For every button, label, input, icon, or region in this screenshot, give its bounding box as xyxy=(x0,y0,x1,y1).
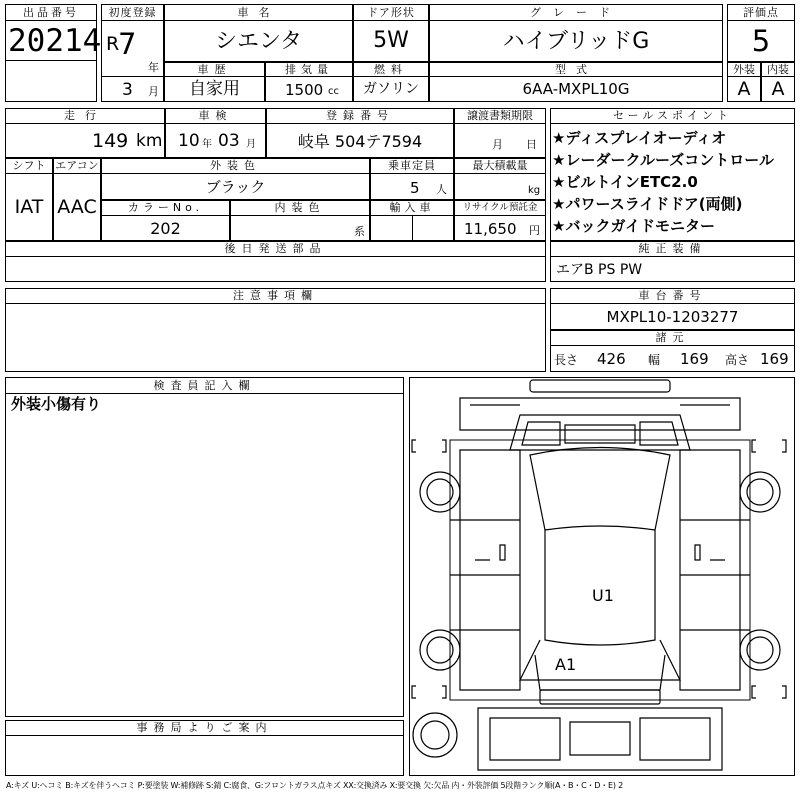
sales-point-item: ★レーダークルーズコントロール xyxy=(552,151,774,169)
length-value: 426 xyxy=(597,350,626,368)
sales-point-item: ★パワースライドドア(両側) xyxy=(552,195,743,213)
displacement-value: 1500 xyxy=(285,81,324,99)
exterior-grade-value: A xyxy=(737,78,751,100)
sales-point-item: ★ディスプレイオーディオ xyxy=(552,129,727,147)
max-load-label: 最大積載量 xyxy=(472,159,528,172)
history-label: 車歴 xyxy=(197,63,232,76)
specs-label: 諸元 xyxy=(655,331,690,344)
color-no-value: 202 xyxy=(150,219,181,238)
door-type-label: ドア形状 xyxy=(367,6,415,19)
std-equipment-label: 純正装備 xyxy=(638,242,707,255)
import-label: 輸入車 xyxy=(389,201,435,214)
yen-unit: 円 xyxy=(529,224,540,237)
recycle-label: リサイクル預託金 xyxy=(462,202,538,213)
notes-label: 注意事項欄 xyxy=(233,289,318,302)
model-code-label: 型式 xyxy=(555,63,597,76)
transfer-docs-label: 譲渡書類期限 xyxy=(467,109,533,122)
sales-points-label: セールスポイント xyxy=(612,109,732,122)
reg-year-value: 7 xyxy=(118,27,137,61)
aircon-value: AAC xyxy=(57,196,97,218)
length-label: 長さ xyxy=(554,353,579,367)
shaken-month-value: 03 xyxy=(218,131,240,151)
aircon-label: エアコン xyxy=(55,159,99,172)
era-value: R xyxy=(106,33,120,55)
lot-no-value: 20214 xyxy=(8,23,102,59)
reg-month-value: 3 xyxy=(122,80,133,100)
later-parts-label: 後日発送部品 xyxy=(224,242,327,255)
ext-color-value: ブラック xyxy=(205,178,266,196)
grade-value: ハイブリッドG xyxy=(502,29,650,54)
grade-label: グレード xyxy=(530,6,622,19)
inspector-label: 検査員記入欄 xyxy=(153,379,256,392)
width-label: 幅 xyxy=(648,353,661,367)
shift-value: IAT xyxy=(14,196,44,218)
damage-mark-a1: A1 xyxy=(555,655,577,674)
sales-point-item: ★バックガイドモニター xyxy=(552,217,715,235)
shift-label: シフト xyxy=(12,159,46,172)
plate-value: 岐阜 504テ7594 xyxy=(297,132,423,151)
transfer-month-unit: 月 xyxy=(492,138,503,151)
chassis-value: MXPL10-1203277 xyxy=(606,308,739,326)
shaken-year-value: 10 xyxy=(178,131,200,151)
person-unit: 人 xyxy=(436,183,447,196)
inspector-note: 外装小傷有り xyxy=(11,395,102,413)
model-code-value: 6AA-MXPL10G xyxy=(522,80,630,98)
recycle-value: 11,650 xyxy=(464,220,517,238)
color-no-label: カラーNo. xyxy=(127,201,204,214)
capacity-label: 乗車定員 xyxy=(388,159,436,172)
height-label: 高さ xyxy=(725,353,750,367)
std-equipment-value: エアB PS PW xyxy=(556,262,643,278)
office-notice-label: 事務局よりご案内 xyxy=(136,721,273,734)
mileage-value: 149 xyxy=(92,130,129,152)
plate-label: 登録番号 xyxy=(326,109,394,122)
ext-color-label: 外装色 xyxy=(210,159,261,172)
score-value: 5 xyxy=(751,24,771,58)
kg-unit: kg xyxy=(528,185,541,196)
chassis-label: 車台番号 xyxy=(638,289,707,302)
car-name-value: シエンタ xyxy=(214,29,303,54)
interior-label: 内装 xyxy=(767,63,789,76)
height-value: 169 xyxy=(760,350,789,368)
exterior-label: 外装 xyxy=(733,63,755,76)
transfer-day-unit: 日 xyxy=(526,138,537,151)
damage-mark-u1: U1 xyxy=(592,586,614,605)
first-reg-label: 初度登録 xyxy=(108,6,157,19)
sales-point-item: ★ビルトインETC2.0 xyxy=(552,173,698,191)
shaken-month-unit: 月 xyxy=(246,139,256,150)
interior-grade-value: A xyxy=(771,78,785,100)
lot-no-label: 出品番号 xyxy=(23,6,79,19)
legend-text: A:キズ U:ヘコミ B:キズを伴うヘコミ P:要塗装 W:補修跡 S:錆 C:腐食、G:フロントガラス点キズ XX:交換済み X:要交換 欠:欠品 内・外装評価 5段階ランク順(A・B・C・D・E) 2 xyxy=(6,781,624,790)
reg-year-unit: 年 xyxy=(148,61,159,74)
door-type-value: 5W xyxy=(373,28,409,53)
car-name-label: 車名 xyxy=(237,6,280,19)
fuel-value: ガソリン xyxy=(363,81,419,97)
mileage-label: 走行 xyxy=(64,109,106,122)
capacity-value: 5 xyxy=(410,179,420,197)
history-value: 自家用 xyxy=(189,79,240,99)
km-unit: km xyxy=(136,131,163,151)
int-color-label: 内装色 xyxy=(274,201,326,214)
cc-unit: cc xyxy=(328,86,339,97)
shaken-year-unit: 年 xyxy=(202,139,212,150)
displacement-label: 排気量 xyxy=(285,63,333,76)
shaken-label: 車検 xyxy=(198,109,233,122)
reg-month-unit: 月 xyxy=(148,85,159,98)
fuel-label: 燃料 xyxy=(374,63,408,76)
score-label: 評価点 xyxy=(743,6,779,19)
kei-unit: 系 xyxy=(354,225,365,238)
width-value: 169 xyxy=(680,350,709,368)
